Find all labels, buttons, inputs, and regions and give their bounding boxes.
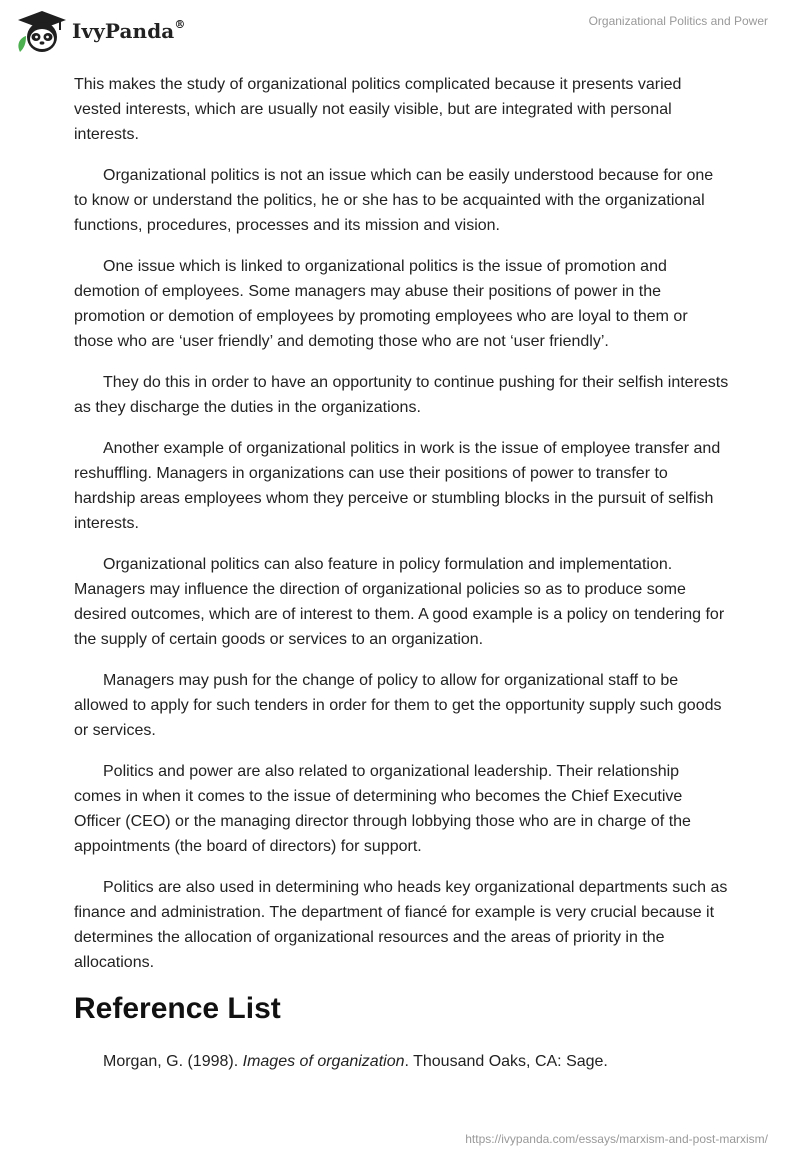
- body-paragraph: Organizational politics is not an issue which can be easily understood because for one to know or understand the politics, he or she has to be acquainted with the organizational functions, procedures, processes and its mission and vision.: [74, 167, 714, 234]
- reference-author-year: Morgan, G. (1998).: [103, 1053, 243, 1070]
- body-paragraph: They do this in order to have an opportunity to continue pushing for their selfish interests as they discharge the duties in the organizations.: [74, 374, 729, 416]
- reference-publisher: . Thousand Oaks, CA: Sage.: [404, 1053, 608, 1070]
- brand-name: IvyPanda®: [72, 18, 186, 43]
- body-paragraph: This makes the study of organizational politics complicated because it presents varied vested interests, which are usually not easily visible, but are integrated with personal interests.: [74, 76, 682, 143]
- body-paragraph: Another example of organizational politics in work is the issue of employee transfer and reshuffling. Managers in organizations can use their positions of power to transfer to hardship areas employees whom they perceive or stumbling blocks in the pursuit of selfish interests.: [74, 440, 721, 532]
- reference-list-heading: Reference List: [74, 992, 281, 1025]
- registered-mark: ®: [174, 18, 186, 32]
- panda-graduate-icon: [14, 8, 66, 54]
- body-paragraph: Politics are also used in determining who heads key organizational departments such as finance and administration. The department of fiancé for example is very crucial because it determines the allocation of organizational resources and the areas of priority in the allocations.: [74, 879, 728, 971]
- document-title: Organizational Politics and Power: [588, 14, 768, 28]
- page-header: [0, 0, 800, 70]
- essay-content: [74, 72, 730, 1090]
- body-paragraph: Managers may push for the change of policy to allow for organizational staff to be allowed to apply for such tenders in order for them to get the opportunity supply such goods or services.: [74, 672, 722, 739]
- reference-entry: [74, 1049, 730, 1074]
- source-url[interactable]: https://ivypanda.com/essays/marxism-and-post-marxism/: [465, 1132, 768, 1146]
- reference-title: Images of organization: [242, 1053, 405, 1070]
- ivypanda-logo[interactable]: [14, 8, 185, 54]
- body-paragraph: Organizational politics can also feature in policy formulation and implementation. Managers may influence the direction of organizational policies so as to produce some desired outcomes, which are of interest to them. A good example is a policy on tendering for the supply of certain goods or services to an organization.: [74, 556, 725, 648]
- body-paragraph: One issue which is linked to organizational politics is the issue of promotion and demotion of employees. Some managers may abuse their positions of power in the promotion or demotion of employees by promoting employees who are loyal to them or those who are ‘user friendly’ and demoting those who are not ‘user friendly’.: [74, 258, 688, 350]
- body-paragraph: Politics and power are also related to organizational leadership. Their relationship comes in when it comes to the issue of determining who becomes the Chief Executive Officer (CEO) or the managing director through lobbying those who are in charge of the appointments (the board of directors) for support.: [74, 763, 691, 855]
